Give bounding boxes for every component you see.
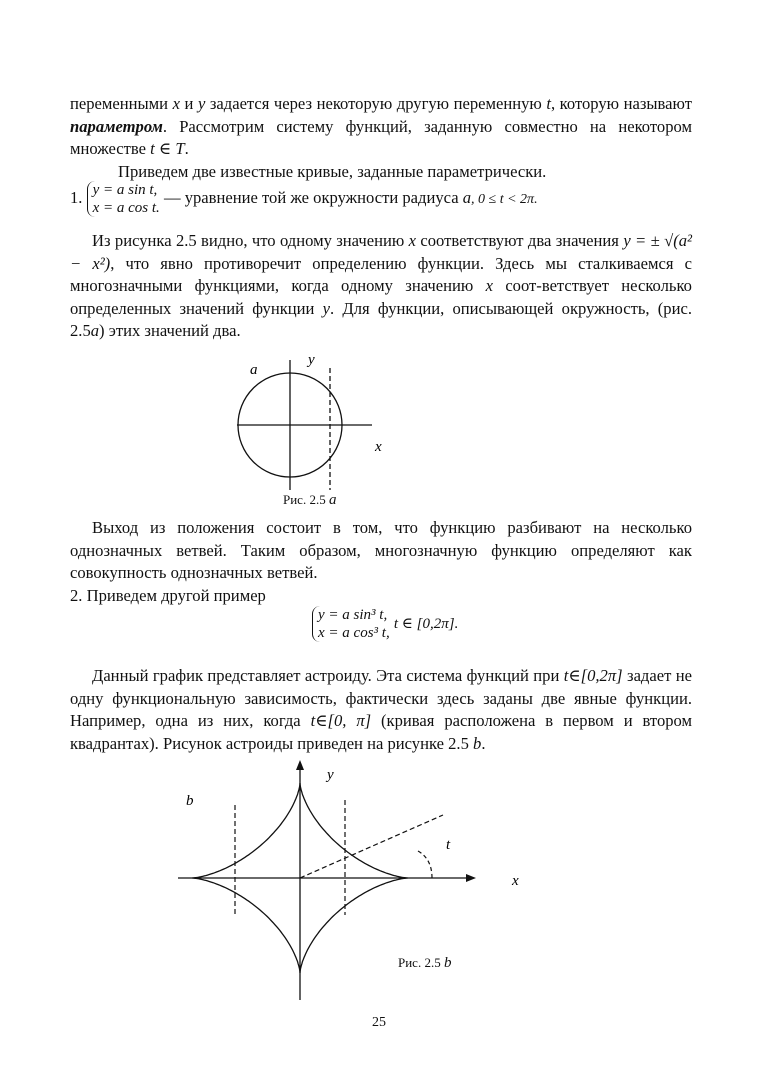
text: соот-ветствует несколько определенных значений функции bbox=[70, 276, 692, 318]
text: задается через некоторую другую переменную bbox=[209, 94, 542, 113]
caption-letter: a bbox=[328, 492, 337, 508]
dashed-angle-arc bbox=[418, 851, 432, 878]
figure-caption-b bbox=[398, 955, 451, 972]
text: и bbox=[184, 94, 194, 113]
math-t-in-T: t ∈ T bbox=[150, 139, 185, 159]
math-range: t ∈ [0,2π]. bbox=[393, 615, 459, 632]
math-range: t∈[0, π] bbox=[310, 711, 372, 731]
figure-circle bbox=[0, 340, 763, 510]
term-parameter: параметром bbox=[70, 116, 163, 136]
paragraph-astroid bbox=[70, 665, 692, 755]
paragraph-intro bbox=[70, 93, 692, 161]
math-y: y bbox=[197, 94, 206, 113]
parameter-label: t bbox=[446, 837, 451, 853]
dashed-parameter-ray bbox=[300, 815, 443, 878]
paragraph-multivalued bbox=[70, 230, 692, 343]
text: задает не одну функциональную зависимость, фактически здесь заданы две явные функции. Например, одна из них, когда bbox=[70, 666, 692, 731]
math-b: b bbox=[473, 733, 482, 753]
y-axis-arrow bbox=[296, 760, 304, 770]
item-1 bbox=[70, 181, 538, 217]
x-axis-arrow bbox=[466, 874, 476, 882]
math-y: y bbox=[322, 298, 331, 318]
figure-astroid bbox=[0, 755, 763, 1005]
caption-text: Рис. 2.5 bbox=[283, 492, 326, 507]
figure-label: b bbox=[186, 793, 194, 809]
y-axis-label: y bbox=[308, 352, 315, 368]
math-x: x bbox=[485, 276, 493, 296]
math-range: t∈[0,2π] bbox=[563, 666, 623, 685]
equation-astroid bbox=[312, 606, 458, 642]
math-range: , 0 ≤ t < 2π. bbox=[471, 191, 538, 207]
equation-y: y = a sin³ t, bbox=[318, 607, 388, 623]
text: , что явно противоречит определению функции. Здесь мы сталкиваемся с многозначными функциями, когда одному значению bbox=[70, 253, 693, 296]
text: (кривая расположена в первом и втором квадрантах). Рисунок астроиды приведен на рисунке 2.5 bbox=[70, 711, 693, 753]
x-axis-label: x bbox=[512, 873, 519, 889]
math-t: t bbox=[546, 94, 551, 113]
text: . bbox=[481, 733, 486, 753]
y-axis-label: y bbox=[327, 767, 334, 783]
text: . Рассмотрим систему функций, заданную совместно на некотором множестве bbox=[70, 116, 692, 159]
equation-system-astroid bbox=[312, 606, 390, 642]
item-2-intro: 2. Приведем другой пример bbox=[70, 586, 266, 605]
equation-system-circle bbox=[87, 181, 160, 217]
math-x: x bbox=[408, 231, 416, 250]
equation-y: y = a sin t, bbox=[92, 182, 158, 198]
text: соответствуют два значения bbox=[420, 231, 619, 250]
equation-x: x = a cos t. bbox=[92, 200, 160, 216]
text: ) этих значений два. bbox=[99, 321, 241, 341]
text: переменными bbox=[70, 94, 169, 113]
math-a: a bbox=[90, 321, 100, 341]
figure-caption-a bbox=[283, 492, 336, 509]
figure-label: a bbox=[250, 362, 258, 378]
caption-text: Рис. 2.5 bbox=[398, 955, 441, 970]
math-x: x bbox=[172, 94, 180, 113]
text: Данный график представляет астроиду. Эта система функций при bbox=[92, 666, 560, 685]
paragraph-curves: Приведем две известные кривые, заданные параметрически. bbox=[118, 162, 547, 181]
text: . Для функции, описывающей окружность, (рис. 2.5 bbox=[70, 298, 692, 341]
equation-x: x = a cos³ t, bbox=[318, 625, 390, 641]
text: Из рисунка 2.5 видно, что одному значению bbox=[92, 231, 405, 250]
text: . bbox=[184, 139, 189, 159]
text: , которую называют bbox=[550, 94, 692, 113]
caption-letter: b bbox=[443, 955, 452, 971]
formula-y: y = ± √(a² − x²) bbox=[70, 231, 692, 273]
paragraph-branches: Выход из положения состоит в том, что функцию разбивают на несколько однозначных ветвей. Таким образом, многозначную функцию определяют как совокупность однозначных ветвей. bbox=[70, 518, 692, 583]
text: — уравнение той же окружности радиуса bbox=[163, 187, 459, 207]
item-number: 1. bbox=[70, 187, 83, 207]
x-axis-label: x bbox=[375, 439, 382, 455]
page-number: 25 bbox=[372, 1015, 386, 1030]
math-a: a bbox=[462, 187, 472, 207]
